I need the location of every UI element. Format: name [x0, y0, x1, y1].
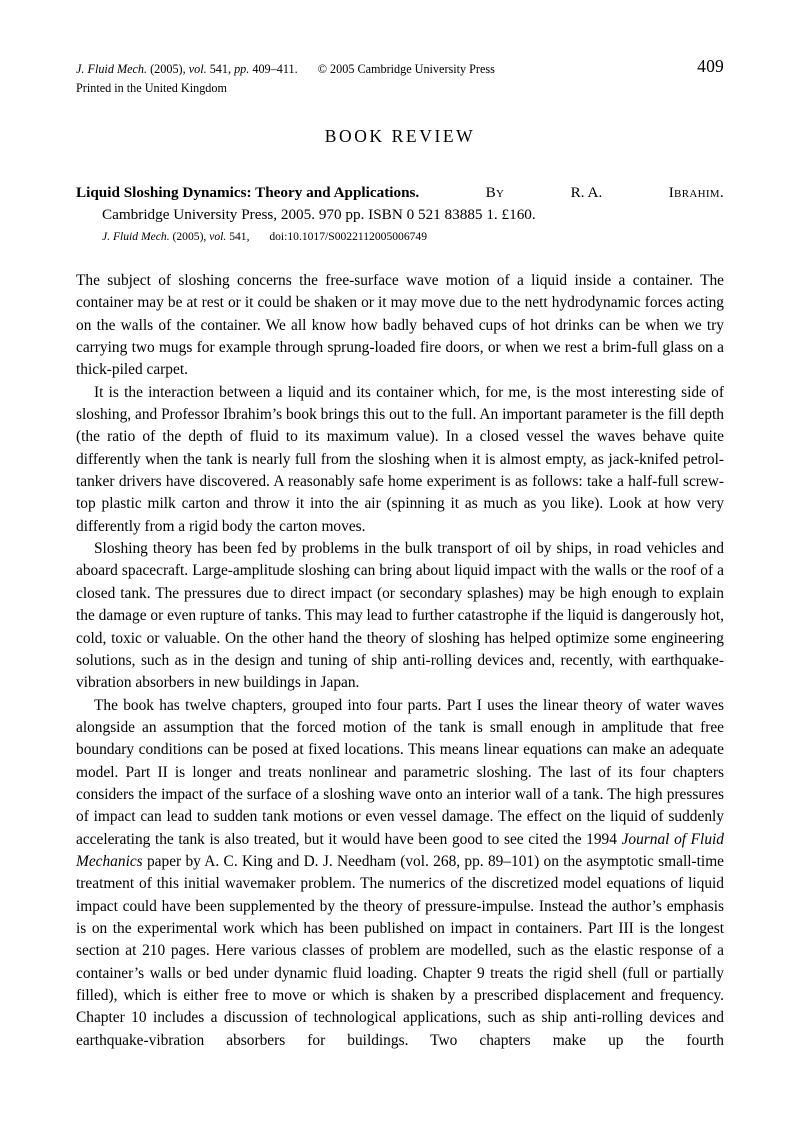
journal-name: J. Fluid Mech. — [76, 62, 148, 76]
printed-in-line: Printed in the United Kingdom — [76, 81, 227, 95]
book-by-label: By — [485, 184, 505, 201]
book-imprint: Cambridge University Press, 2005. 970 pp. ISBN 0 521 83885 1. £160. — [102, 205, 536, 223]
text-run: paper by A. C. King and D. J. Needham (vol. 268, pp. 89–101) on the asymptotic small-time treatment of this initial wavemaker problem. The numerics of the discretized model equations of liquid impact could have been supplemented by the theory of pressure-impulse. Instead the author’s emphasis is on the experimental work which has been published on impact in containers. Part III is the longest section at 210 pages. Here various classes of problem are modelled, such as the elastic response of a container’s walls or bed under dynamic fluid loading. Chapter 9 treats the rigid shell (full or partially filled), which is either free to move or which is shaken by a prescribed displacement and frequency. Chapter 10 includes a discussion of technological applications, such as ship anti-rolling devices and earthquake-vibration absorbers for buildings. Two chapters make up the fourth — [76, 852, 724, 1049]
para-2 — [76, 382, 724, 538]
volume-label: vol. — [188, 62, 207, 76]
book-entry — [76, 183, 724, 245]
text-run: It is the interaction between a liquid and its container which, for me, is the most interesting side of sloshing, and Professor Ibrahim’s book brings this out to the full. An important parameter is the fill depth (the ratio of the depth of fluid to its maximum value). In a closed vessel the waves behave quite differently when the tank is nearly full from the sloshing when it is almost empty, as jack-knifed petrol-tanker drivers have discovered. A reasonably safe home experiment is as follows: take a half-full screw-top plastic milk carton and throw it into the air (spinning it as much as you like). Look at how very differently from a rigid body the carton moves. — [76, 383, 724, 535]
doi-identifier: doi:10.1017/S0022112005006749 — [269, 230, 428, 243]
doi-volume-number: 541, — [229, 230, 250, 243]
publication-year: (2005), — [150, 62, 186, 76]
copyright-icon: © — [317, 62, 327, 76]
book-title-line — [76, 183, 724, 204]
review-body — [76, 270, 724, 1074]
doi-year: (2005), — [172, 230, 207, 243]
page-folio: 409 — [697, 56, 724, 76]
doi-volume-label: vol. — [209, 230, 227, 243]
book-author-surname: Ibrahim. — [668, 184, 724, 201]
masthead-citation-line — [76, 56, 724, 79]
cited-journal-title: Journal of Fluid Mechanics — [76, 830, 725, 870]
text-run: Sloshing theory has been fed by problems in the bulk transport of oil by ships, in road vehicles and aboard spacecraft. Large-amplitude sloshing can bring about liquid impact with the walls or the roof of a closed tank. The pressures due to direct impact (or secondary splashes) may be high enough to explain the damage or even rupture of tanks. This may lead to further catastrophe if the liquid is dangerously hot, cold, toxic or valuable. On the other hand the theory of sloshing has helped optimize some engineering solutions, such as in the design and tuning of ship anti-rolling devices and, recently, with earthquake-vibration absorbers in new buildings in Japan. — [76, 540, 724, 692]
page-range: 409–411. — [252, 62, 298, 76]
book-doi-line — [76, 229, 724, 245]
pages-label: pp. — [234, 62, 250, 76]
section-heading: BOOK REVIEW — [324, 126, 476, 146]
volume-number: 541, — [209, 62, 232, 76]
masthead — [76, 56, 724, 98]
copyright-notice: 2005 Cambridge University Press — [330, 62, 495, 76]
para-4 — [76, 695, 724, 1075]
para-3 — [76, 538, 724, 694]
para-1 — [76, 270, 724, 382]
doi-journal-name: J. Fluid Mech. — [102, 230, 170, 243]
text-run: The book has twelve chapters, grouped into four parts. Part I uses the linear theory of water waves alongside an assumption that the forced motion of the tank is small enough in amplitude that free boundary conditions can be posed at fixed locations. This means linear equations can make an adequate model. Part II is longer and treats nonlinear and parametric sloshing. The last of its four chapters considers the impact of the surface of a sloshing wave onto an interior wall of a tank. The high pressures of impact can lead to sudden tank motions or even vessel damage. The effect on the liquid of suddenly accelerating the tank is also treated, but it would have been good to see cited the 1994 — [76, 696, 724, 848]
text-run: The subject of sloshing concerns the free-surface wave motion of a liquid inside a container. The container may be at rest or it could be shaken or it may move due to the nett hydrodynamic forces acting on the walls of the container. We all know how badly behaved cups of hot drinks can be when we try carrying two mugs for example through sprung-loaded fire doors, or when we rest a brim-full glass on a thick-piled carpet. — [76, 272, 724, 379]
book-title: Liquid Sloshing Dynamics: Theory and Applications. — [76, 184, 420, 201]
book-author-initials: R. A. — [570, 184, 603, 201]
